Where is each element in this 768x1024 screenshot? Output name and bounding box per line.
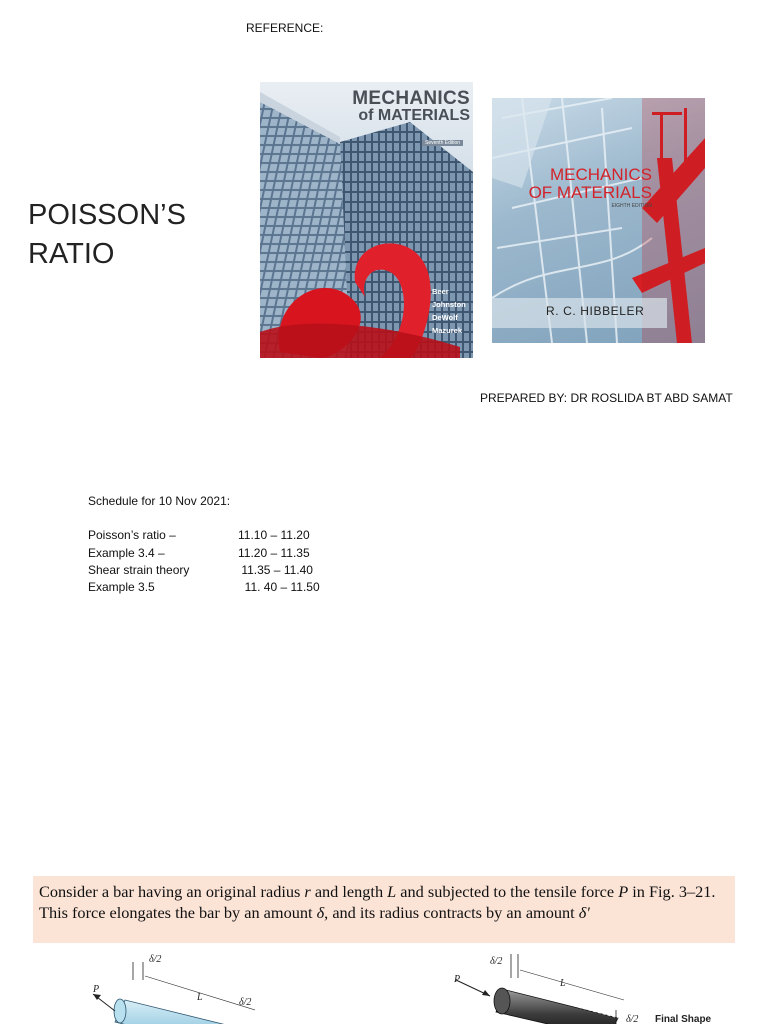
prepared-by: PREPARED BY: DR ROSLIDA BT ABD SAMAT xyxy=(480,391,733,405)
book-author: R. C. HIBBELER xyxy=(546,304,645,318)
delta-half-label: δ/2 xyxy=(626,1014,639,1024)
schedule-row xyxy=(88,562,320,579)
schedule-item: Example 3.5 xyxy=(88,580,155,595)
author-name: Mazurek xyxy=(432,326,463,335)
title-line-2: RATIO xyxy=(28,238,115,270)
slide-title xyxy=(28,196,228,274)
force-label: P xyxy=(454,974,461,985)
schedule-time: 11.35 – 11.40 xyxy=(238,562,313,577)
delta-half-label: δ/2 xyxy=(490,956,503,967)
bar-figure-deformed xyxy=(418,948,728,1024)
author-name: DeWolf xyxy=(432,313,458,322)
force-label: P xyxy=(93,984,100,995)
book-title-line-1: MECHANICS xyxy=(549,165,652,184)
book-title xyxy=(502,166,652,210)
length-label: L xyxy=(197,992,203,1003)
schedule xyxy=(88,493,320,596)
schedule-time: 11.10 – 11.20 xyxy=(238,528,310,543)
length-label: L xyxy=(560,978,566,989)
book-title xyxy=(330,88,470,125)
reference-label: REFERENCE: xyxy=(246,21,324,35)
book-authors xyxy=(432,285,466,337)
schedule-item: Example 3.4 – xyxy=(88,545,165,560)
definition-text: Consider a bar having an original radius r and length L and subjected to the tensile force P in Fig. 3–21. This force elongates the bar by an amount δ, and its radius contracts by an amount δ′ xyxy=(39,882,716,922)
definition-box xyxy=(33,876,735,943)
book-edition: EIGHTH EDITION xyxy=(611,203,652,209)
book-title-line-2: of MATERIALS xyxy=(358,107,470,124)
author-name: Johnston xyxy=(432,300,466,309)
book-cover-hibbeler xyxy=(492,98,705,343)
bar-figure-original xyxy=(85,950,275,1024)
schedule-item: Poisson’s ratio – xyxy=(88,528,176,543)
schedule-heading: Schedule for 10 Nov 2021: xyxy=(88,494,231,508)
author-name: Beer xyxy=(432,287,449,296)
final-shape-label: Final Shape xyxy=(655,1014,712,1024)
title-line-1: POISSON’S xyxy=(28,199,186,231)
schedule-item: Shear strain theory xyxy=(88,562,190,577)
delta-half-label: δ/2 xyxy=(239,997,252,1008)
schedule-time: 11. 40 – 11.50 xyxy=(238,580,320,595)
book-title-line-2: OF MATERIALS xyxy=(528,183,652,202)
schedule-row xyxy=(88,545,320,562)
book-title-line-1: MECHANICS xyxy=(352,88,470,109)
schedule-time: 11.20 – 11.35 xyxy=(238,545,310,560)
schedule-row xyxy=(88,527,320,544)
book-cover-beer xyxy=(260,82,473,358)
delta-half-label: δ/2 xyxy=(149,954,162,965)
schedule-row xyxy=(88,579,320,596)
book-edition: Seventh Edition xyxy=(422,140,463,146)
